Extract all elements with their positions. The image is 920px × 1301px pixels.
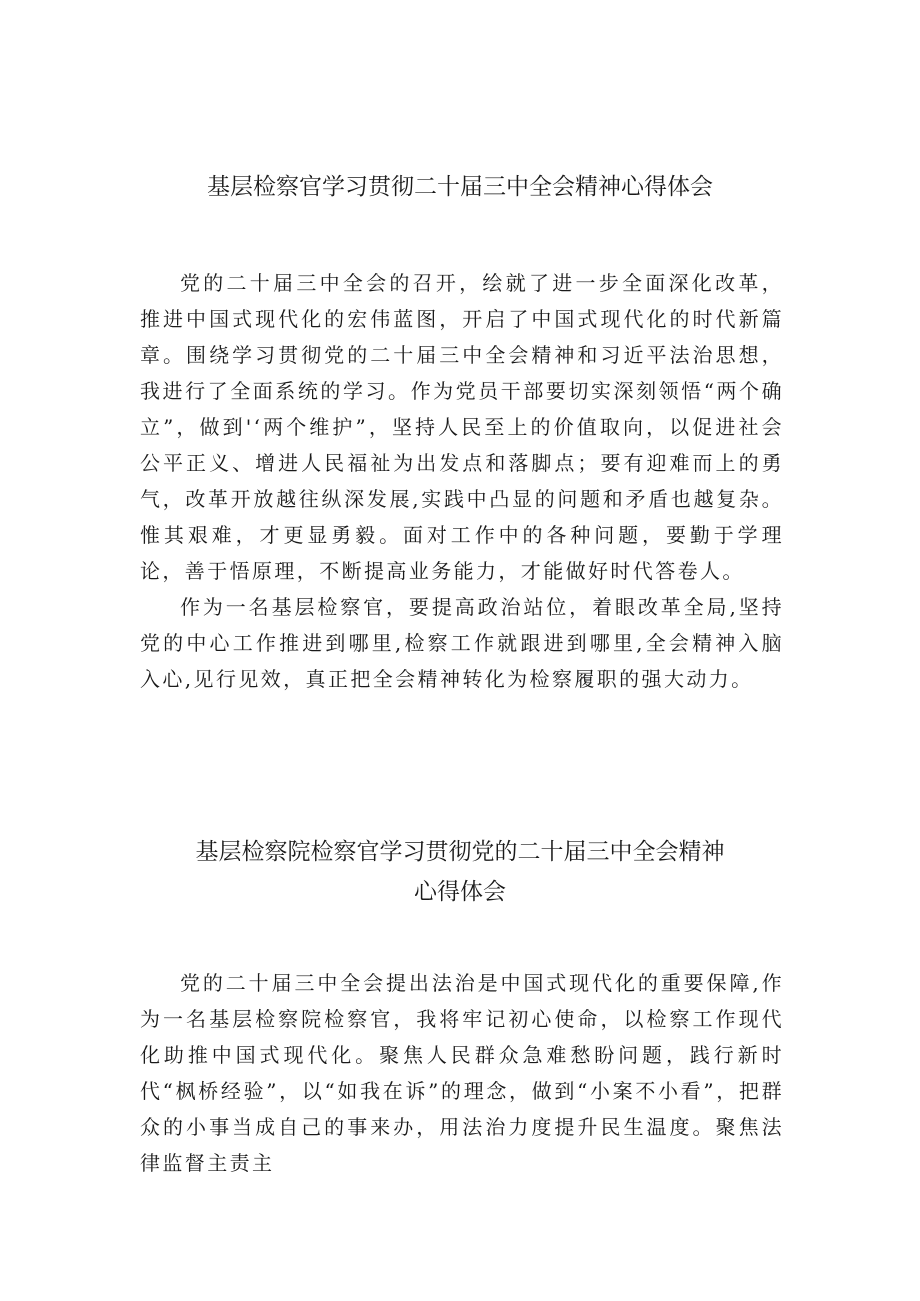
section-2-title-line-2: 心得体会 bbox=[414, 879, 506, 905]
section-2-title bbox=[140, 832, 780, 912]
section-1-paragraph-2: 作为一名基层检察官，要提高政治站位，着眼改革全局,坚持党的中心工作推进到哪里,检察工作就跟进到哪里,全会精神入脑入心,见行见效，真正把全会精神转化为检察履职的强大动力。 bbox=[140, 595, 784, 691]
section-1-paragraph-1: 党的二十届三中全会的召开，绘就了进一步全面深化改革，推进中国式现代化的宏伟蓝图，开启了中国式现代化的时代新篇章。围绕学习贯彻党的二十届三中全会精神和习近平法治思想，我进行了全面系统的学习。作为党员干部要切实深刻领悟“两个确立”，做到'‘两个维护”，坚持人民至上的价值取向，以促进社会公平正义、增进人民福祉为出发点和落脚点；要有迎难而上的勇气，改革开放越往纵深发展,实践中凸显的问题和矛盾也越复杂。惟其艰难，才更显勇毅。面对工作中的各种问题，要勤于学理论，善于悟原理，不断提高业务能力，才能做好时代答卷人。 bbox=[140, 271, 784, 583]
section-2-paragraph-1: 党的二十届三中全会提出法治是中国式现代化的重要保障,作为一名基层检察院检察官，我将牢记初心使命，以检察工作现代化助推中国式现代化。聚焦人民群众急难愁盼问题，践行新时代“枫桥经验”，以“如我在诉”的理念，做到“小案不小看”，把群众的小事当成自己的事来办，用法治力度提升民生温度。聚焦法律监督主责主 bbox=[140, 971, 784, 1175]
section-1-title: 基层检察官学习贯彻二十届三中全会精神心得体会 bbox=[207, 174, 713, 200]
section-1-body bbox=[140, 265, 784, 697]
section-2-title-line-1: 基层检察院检察官学习贯彻党的二十届三中全会精神 bbox=[195, 839, 725, 865]
section-2-body bbox=[140, 965, 784, 1181]
